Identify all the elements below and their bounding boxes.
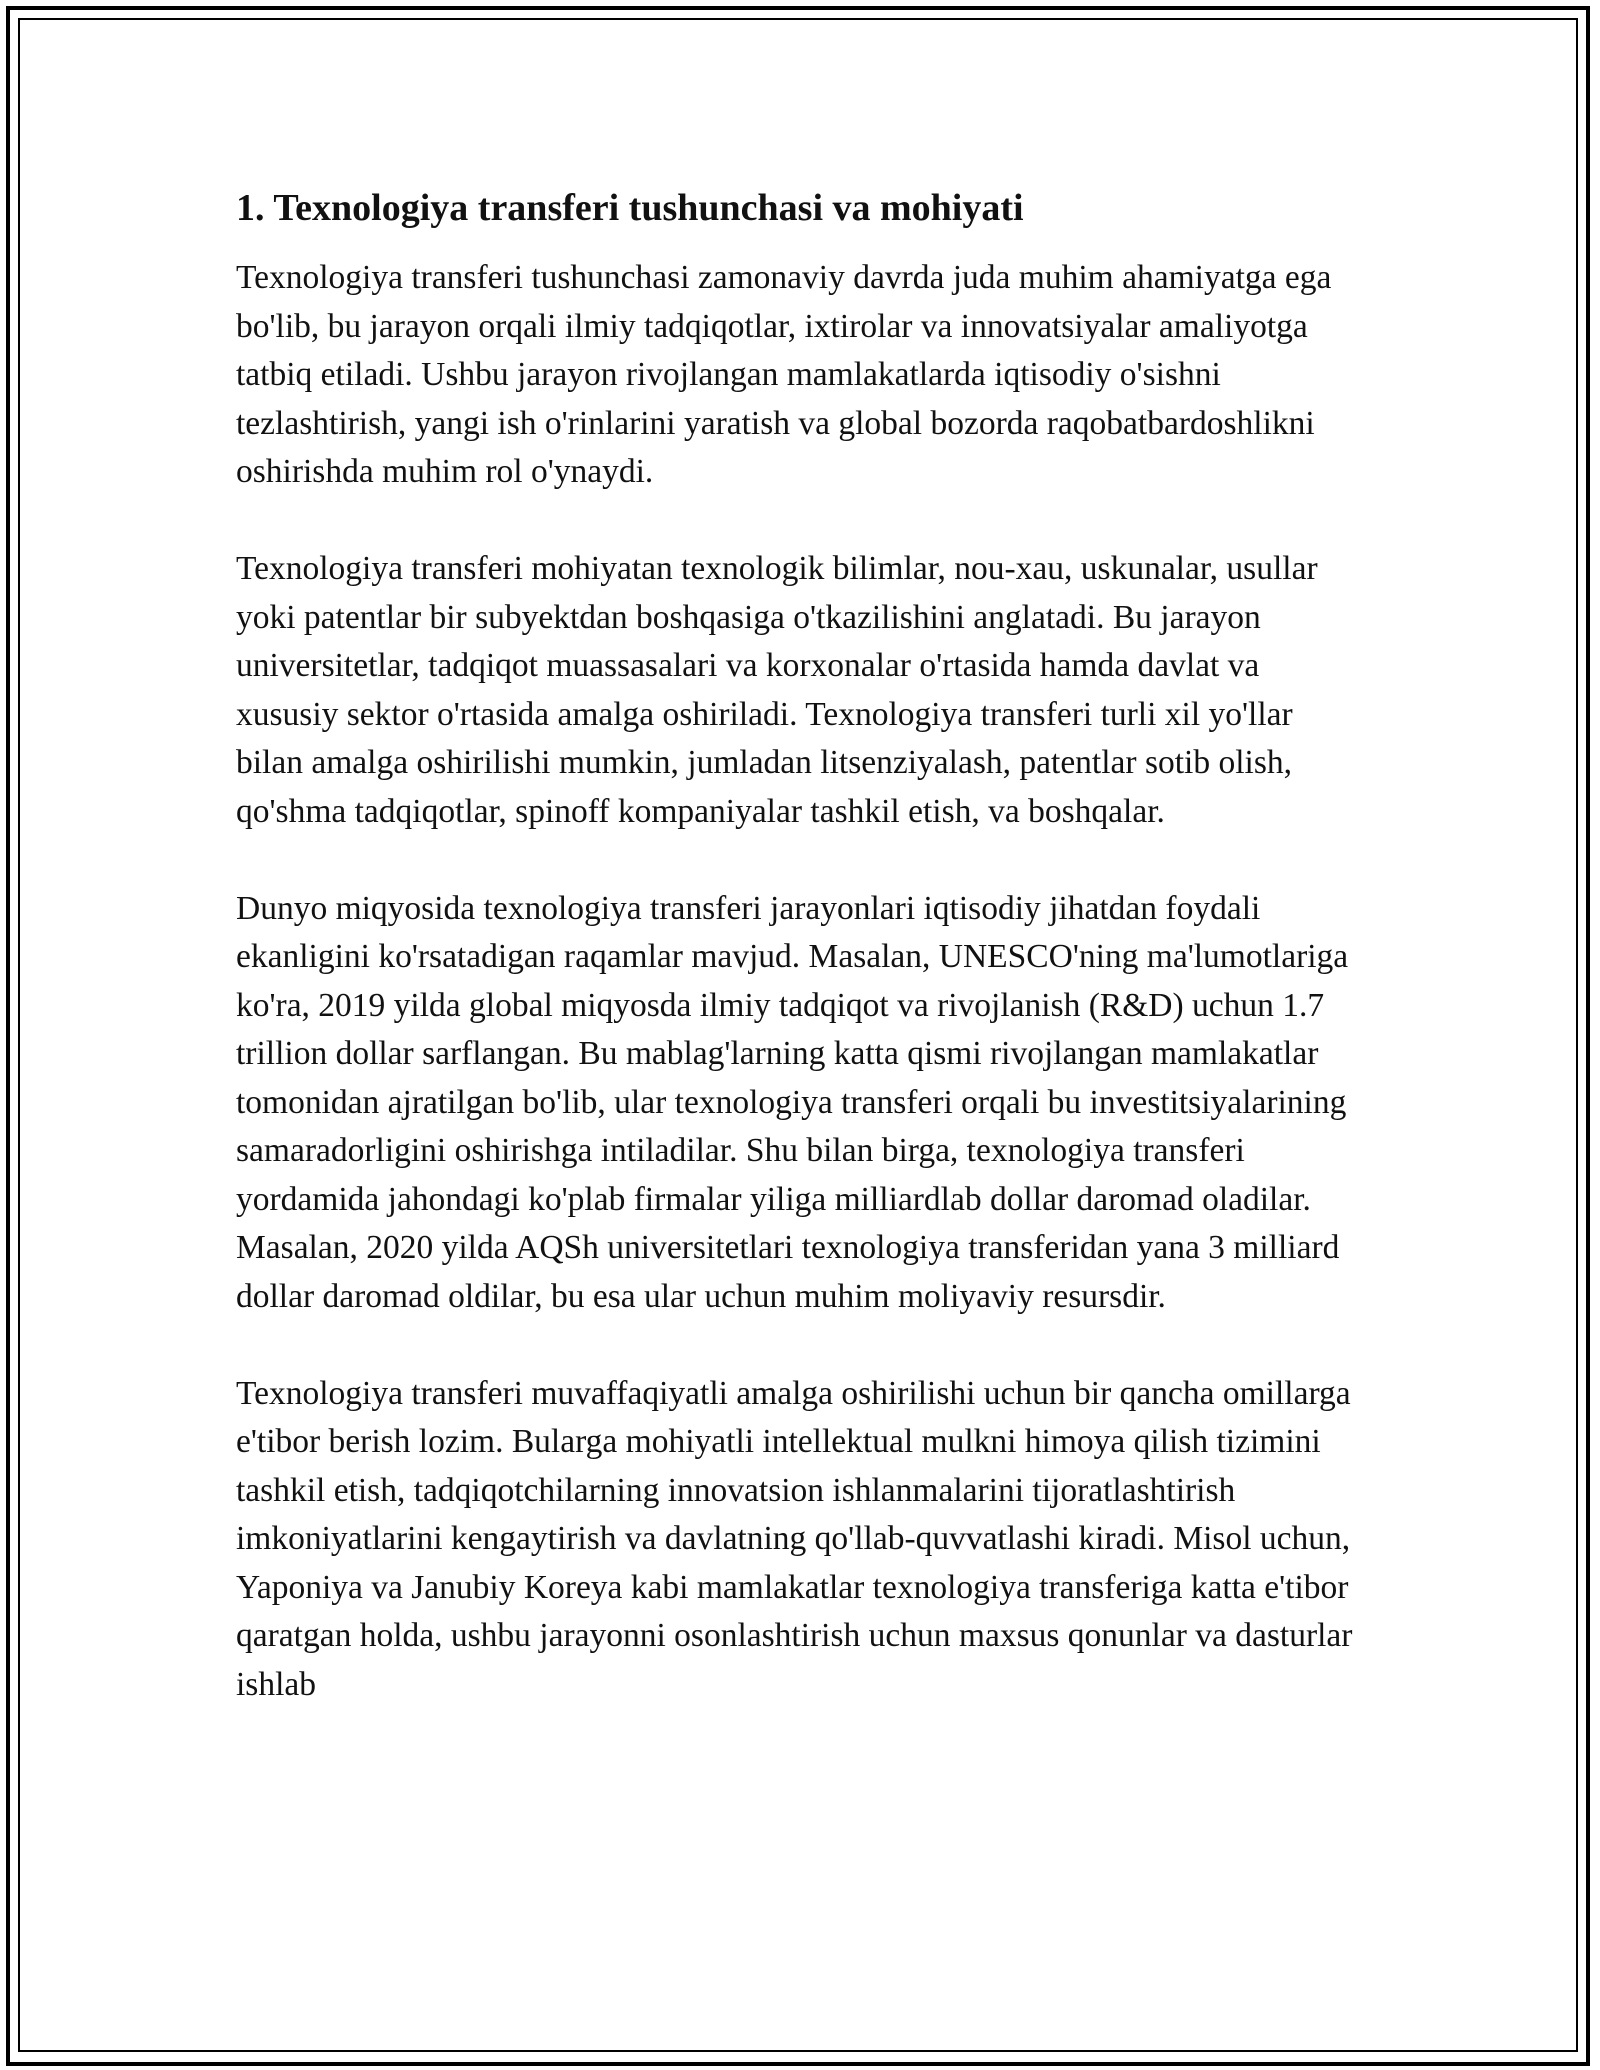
section-heading: 1. Texnologiya transferi tushunchasi va mohiyati	[236, 187, 1024, 229]
document-body	[236, 184, 1366, 1709]
paragraph-2: Texnologiya transferi mohiyatan texnologik bilimlar, nou-xau, uskunalar, usullar yoki patentlar bir subyektdan boshqasiga o'tkazilishini anglatadi. Bu jarayon universitetlar, tadqiqot muassasalari va korxonalar o'rtasida hamda davlat va xususiy sektor o'rtasida amalga oshiriladi. Texnologiya transferi turli xil yo'llar bilan amalga oshirilishi mumkin, jumladan litsenziyalash, patentlar sotib olish, qo'shma tadqiqotlar, spinoff kompaniyalar tashkil etish, va boshqalar.	[236, 550, 1318, 830]
paragraph-1: Texnologiya transferi tushunchasi zamonaviy davrda juda muhim ahamiyatga ega bo'lib, bu jarayon orqali ilmiy tadqiqotlar, ixtirolar va innovatsiyalar amaliyotga tatbiq etiladi. Ushbu jarayon rivojlangan mamlakatlarda iqtisodiy o'sishni tezlashtirish, yangi ish o'rinlarini yaratish va global bozorda raqobatbardoshlikni oshirishda muhim rol o'ynaydi.	[236, 259, 1332, 490]
paragraph-3: Dunyo miqyosida texnologiya transferi jarayonlari iqtisodiy jihatdan foydali ekanligini ko'rsatadigan raqamlar mavjud. Masalan, UNESCO'ning ma'lumotlariga ko'ra, 2019 yilda global miqyosda ilmiy tadqiqot va rivojlanish (R&D) uchun 1.7 trillion dollar sarflangan. Bu mablag'larning katta qismi rivojlangan mamlakatlar tomonidan ajratilgan bo'lib, ular texnologiya transferi orqali bu investitsiyalarining samaradorligini oshirishga intiladilar. Shu bilan birga, texnologiya transferi yordamida jahondagi ko'plab firmalar yiliga milliardlab dollar daromad oladilar. Masalan, 2020 yilda AQSh universitetlari texnologiya transferidan yana 3 milliard dollar daromad oldilar, bu esa ular uchun muhim moliyaviy resursdir.	[236, 889, 1349, 1315]
paragraph-4: Texnologiya transferi muvaffaqiyatli amalga oshirilishi uchun bir qancha omillarga e'tibor berish lozim. Bularga mohiyatli intellektual mulkni himoya qilish tizimini tashkil etish, tadqiqotchilarning innovatsion ishlanmalarini tijoratlashtirish imkoniyatlarini kengaytirish va davlatning qo'llab-quvvatlashi kiradi. Misol uchun, Yaponiya va Janubiy Koreya kabi mamlakatlar texnologiya transferiga katta e'tibor qaratgan holda, ushbu jarayonni osonlashtirish uchun maxsus qonunlar va dasturlar ishlab	[236, 1374, 1353, 1703]
